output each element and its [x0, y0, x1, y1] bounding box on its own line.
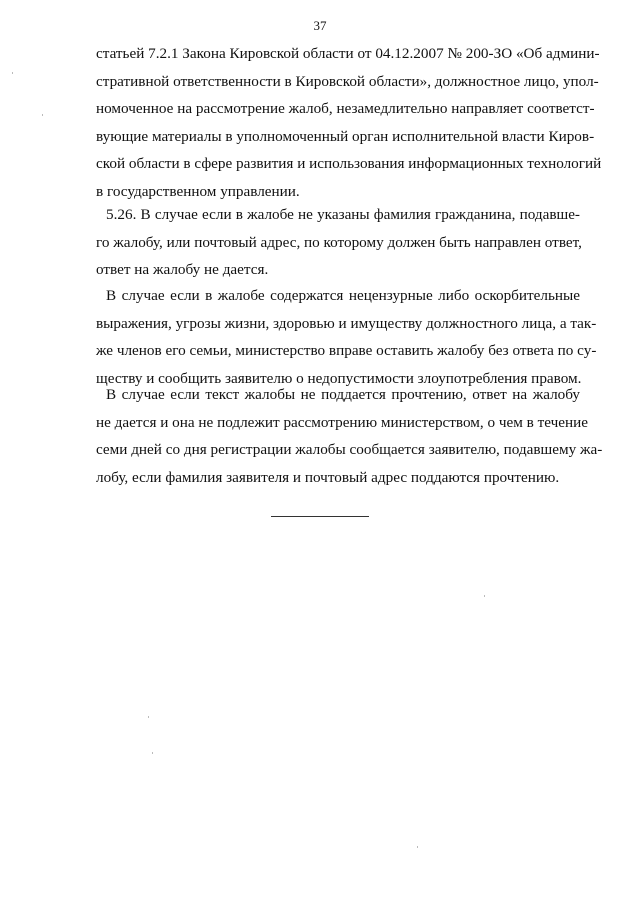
text-line: В случае если текст жалобы не поддается прочтению, ответ на жалобу [106, 386, 580, 403]
text-line: ществу и сообщить заявителю о недопустимости злоупотребления правом. [96, 369, 582, 387]
paragraph-continuation [96, 40, 602, 206]
text-line: лобу, если фамилия заявителя и почтовый адрес поддаются прочтению. [96, 468, 560, 486]
text-line: выражения, угрозы жизни, здоровью и имуществу должностного лица, а так- [96, 314, 597, 332]
scan-speck [417, 846, 418, 848]
paragraph-offensive-language [96, 282, 597, 392]
text-line: семи дней со дня регистрации жалобы сообщается заявителю, подавшему жа- [96, 441, 603, 459]
text-line: статьей 7.2.1 Закона Кировской области от 04.12.2007 № 200-ЗО «Об админи- [96, 45, 600, 62]
page-number: 37 [313, 18, 327, 33]
text-line: вующие материалы в уполномоченный орган исполнительной власти Киров- [96, 127, 595, 145]
scan-speck [12, 72, 13, 74]
text-line: же членов его семьи, министерство вправе оставить жалобу без ответа по су- [96, 342, 597, 360]
text-line: стративной ответственности в Кировской области», должностное лицо, упол- [96, 72, 599, 90]
text-line: ответ на жалобу не дается. [96, 261, 269, 279]
text-line: В случае если в жалобе содержатся нецензурные либо оскорбительные [106, 287, 580, 304]
scan-speck [42, 114, 43, 116]
paragraph-unreadable-text [96, 381, 603, 491]
text-line: 5.26. В случае если в жалобе не указаны фамилия гражданина, подавше- [106, 206, 580, 223]
text-line: не дается и она не подлежит рассмотрению министерством, о чем в течение [96, 413, 589, 431]
scan-speck [148, 716, 149, 718]
text-line: в государственном управлении. [96, 182, 300, 200]
end-of-section-rule [271, 516, 369, 517]
text-line: ской области в сфере развития и использования информационных технологий [96, 155, 602, 173]
scan-speck [152, 752, 153, 754]
text-line: номоченное на рассмотрение жалоб, незамедлительно направляет соответст- [96, 100, 595, 118]
paragraph-clause-5-26 [96, 201, 580, 284]
text-line: го жалобу, или почтовый адрес, по которому должен быть направлен ответ, [96, 233, 582, 251]
scan-speck [484, 595, 485, 597]
